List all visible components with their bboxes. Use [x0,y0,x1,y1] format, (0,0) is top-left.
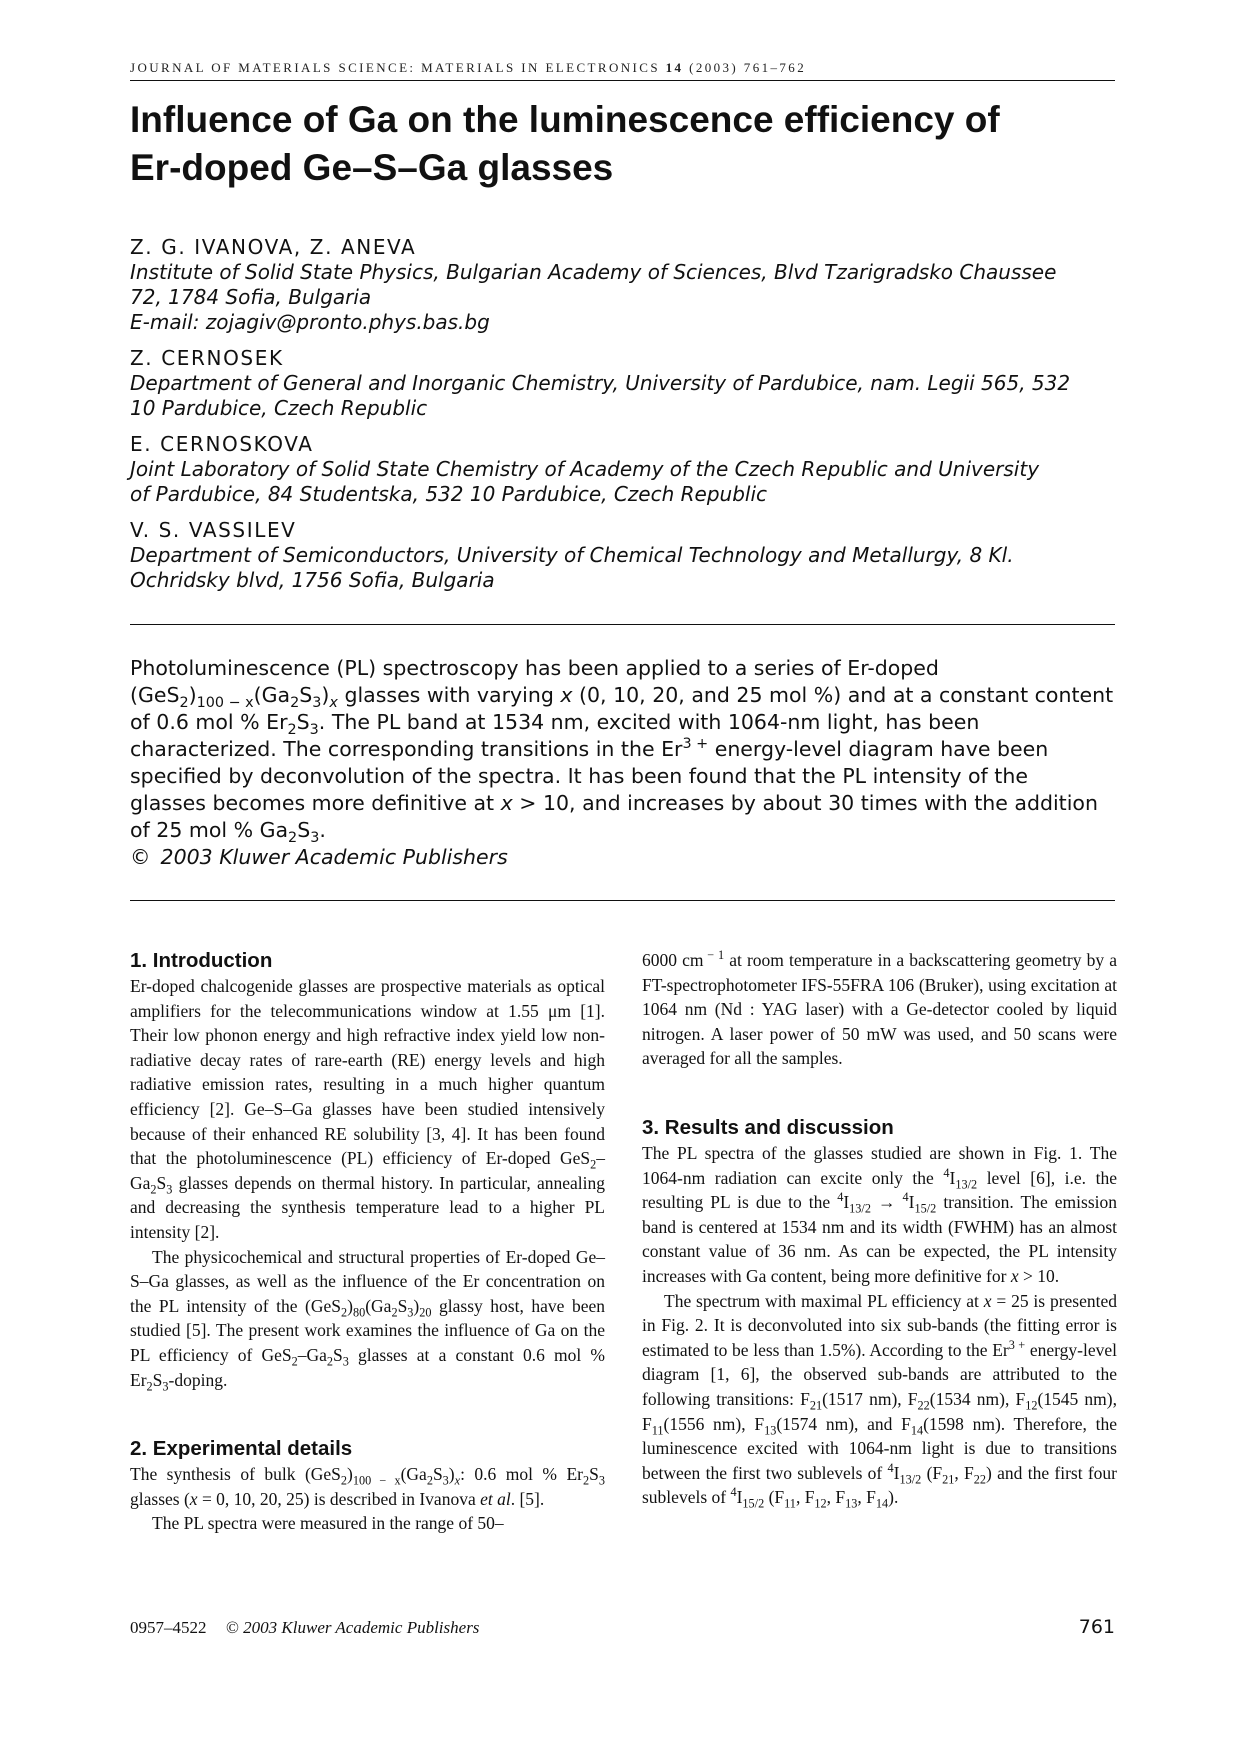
affiliation-line: Institute of Solid State Physics, Bulgarian Academy of Sciences, Blvd Tzarigradsko Chaussee [130,260,1057,284]
section-heading-experimental: 2. Experimental details [130,1437,353,1461]
author-affiliation [130,543,1125,593]
affiliation-line: Ochridsky blvd, 1756 Sofia, Bulgaria [130,568,495,592]
author-email: E-mail: zojagiv@pronto.phys.bas.bg [130,310,490,334]
affiliation-line: of Pardubice, 84 Studentska, 532 10 Pardubice, Czech Republic [130,482,768,506]
left-column [130,948,605,1536]
section-heading-results: 3. Results and discussion [642,1115,894,1139]
abstract-text: Photoluminescence (PL) spectroscopy has been applied to a series of Er-doped $(GeS_2)_{100 - x}(Ga_2S_3)_x$ glasses with varying x (0, 10, 20, and 25 mol %) and at a constant content of 0.6 mol % $Er_2S_3$. The PL band at 1534 nm, excited with 1064-nm light, has been characterized. The corresponding transitions in the $Er^{3 +}$ energy-level diagram have been specified by deconvolution of the spectra. It has been found that the PL intensity of the glasses becomes more definitive at x > 10, and increases by about 30 times with the addition of 25 mol % $Ga_2S_3$. [130,656,1114,847]
abstract-top-rule [130,624,1115,625]
author-block [130,234,1125,603]
affiliation-line: 10 Pardubice, Czech Republic [130,396,428,420]
abstract-bottom-rule [130,900,1115,901]
intro-paragraph-2: The physicochemical and structural properties of Er-doped Ge–S–Ga glasses, as well as the influence of the Er concentration on the PL intensity of the $(GeS_2)_{80}(Ga_2S_3)_{20}$ glassy host, have been studied [5]. The present work examines the influence of Ga on the PL efficiency of $GeS_2-Ga_2S_3$ glasses at a constant 0.6 mol % $Er_2S_3$-doping. [130,1246,605,1393]
author-names: Z. CERNOSEK [130,346,284,370]
footer-copyright: © 2003 Kluwer Academic Publishers [226,1618,480,1637]
abstract [130,655,1120,871]
issn: 0957–4522 [130,1618,207,1637]
section-heading-introduction: 1. Introduction [130,949,273,972]
journal-name: JOURNAL OF MATERIALS SCIENCE: MATERIALS IN ELECTRONICS [130,60,660,75]
author-affiliation [130,457,1125,507]
exp-paragraph-1: The synthesis of bulk $(GeS_2)_{100 - x}(Ga_2S_3)_x$: 0.6 mol % $Er_2S_3$ glasses (x = 0, 10, 20, 25) is described in Ivanova et al. [5]. [130,1464,605,1509]
header-rule [130,80,1115,81]
title-line-2: Er-doped Ge–S–Ga glasses [130,147,614,188]
author-names: E. CERNOSKOVA [130,432,314,456]
author-affiliation [130,260,1125,335]
affiliation-line: Department of Semiconductors, University of Chemical Technology and Metallurgy, 8 Kl. [130,543,1014,567]
results-paragraph-1: The PL spectra of the glasses studied are shown in Fig. 1. The 1064-nm radiation can excite only the $^4I_{13/2}$ level [6], i.e. the resulting PL is due to the $^4I_{13/2} \to ^4I_{15/2}$ transition. The emission band is centered at 1534 nm and its width (FWHM) has an almost constant value of 36 nm. As can be expected, the PL intensity increases with Ga content, being more definitive for x > 10. [642,1142,1118,1286]
affiliation-line: 72, 1784 Sofia, Bulgaria [130,285,372,309]
exp-paragraph-continued: 6000 cm $^{- 1}$ at room temperature in a backscattering geometry by a FT-spectrophotometer IFS-55FRA 106 (Bruker), using excitation at 1064 nm (Nd : YAG laser) with a Ge-detector cooled by liquid nitrogen. A laser power of 50 mW was used, and 50 scans were averaged for all the samples. [642,948,1117,1069]
title-line-1: Influence of Ga on the luminescence efficiency of [130,99,1000,140]
exp-paragraph-2: The PL spectra were measured in the range of 50– [152,1513,504,1534]
results-paragraph-2: The spectrum with maximal PL efficiency at x = 25 is presented in Fig. 2. It is deconvoluted into six sub-bands (the fitting error is estimated to be less than 1.5%). According to the $Er^{3 +}$ energy-level diagram [1, 6], the observed sub-bands are attributed to the following transitions: $F_{21}(1517$ nm), $F_{22}(1534$ nm), $F_{12}(1545$ nm), $F_{11}(1556$ nm), $F_{13}(1574$ nm), and $F_{14}(1598$ nm). Therefore, the luminescence excited with 1064-nm light is due to transitions between the first two sublevels of $^4I_{13/2}$ ($F_{21}$, $F_{22}$) and the first four sublevels of $^4I_{15/2}$ ($F_{11}$, $F_{12}$, $F_{13}$, $F_{14}$). [642,1290,1118,1511]
journal-year-pages: (2003) 761–762 [689,60,807,75]
abstract-copyright: © 2003 Kluwer Academic Publishers [130,845,508,869]
copyright-icon: © [226,1618,239,1637]
author-affiliation [130,371,1125,421]
copyright-icon: © [130,845,151,869]
running-head [130,60,806,76]
intro-paragraph-1: Er-doped chalcogenide glasses are prospective materials as optical amplifiers for the telecommunications window at 1.55 μm [1]. Their low phonon energy and high refractive index yield low non-radiative decay rates of rare-earth (RE) energy levels and high radiative emission rates, resulting in a much higher quantum efficiency [2]. Ge–S–Ga glasses have been studied intensively because of their enhanced RE solubility [3, 4]. It has been found that the photoluminescence (PL) efficiency of Er-doped $GeS_2-Ga_2S_3$ glasses depends on thermal history. In particular, annealing and decreasing the synthesis temperature lead to a higher PL intensity [2]. [130,976,605,1242]
journal-volume: 14 [665,60,684,75]
paper-title [130,96,1115,192]
right-column [642,948,1117,1510]
affiliation-line: Joint Laboratory of Solid State Chemistry of Academy of the Czech Republic and University [130,457,1040,481]
page-number: 761 [1078,1616,1115,1638]
author-names: Z. G. IVANOVA, Z. ANEVA [130,235,417,259]
affiliation-line: Department of General and Inorganic Chemistry, University of Pardubice, nam. Legii 565, 532 [130,371,1071,395]
author-names: V. S. VASSILEV [130,518,297,542]
